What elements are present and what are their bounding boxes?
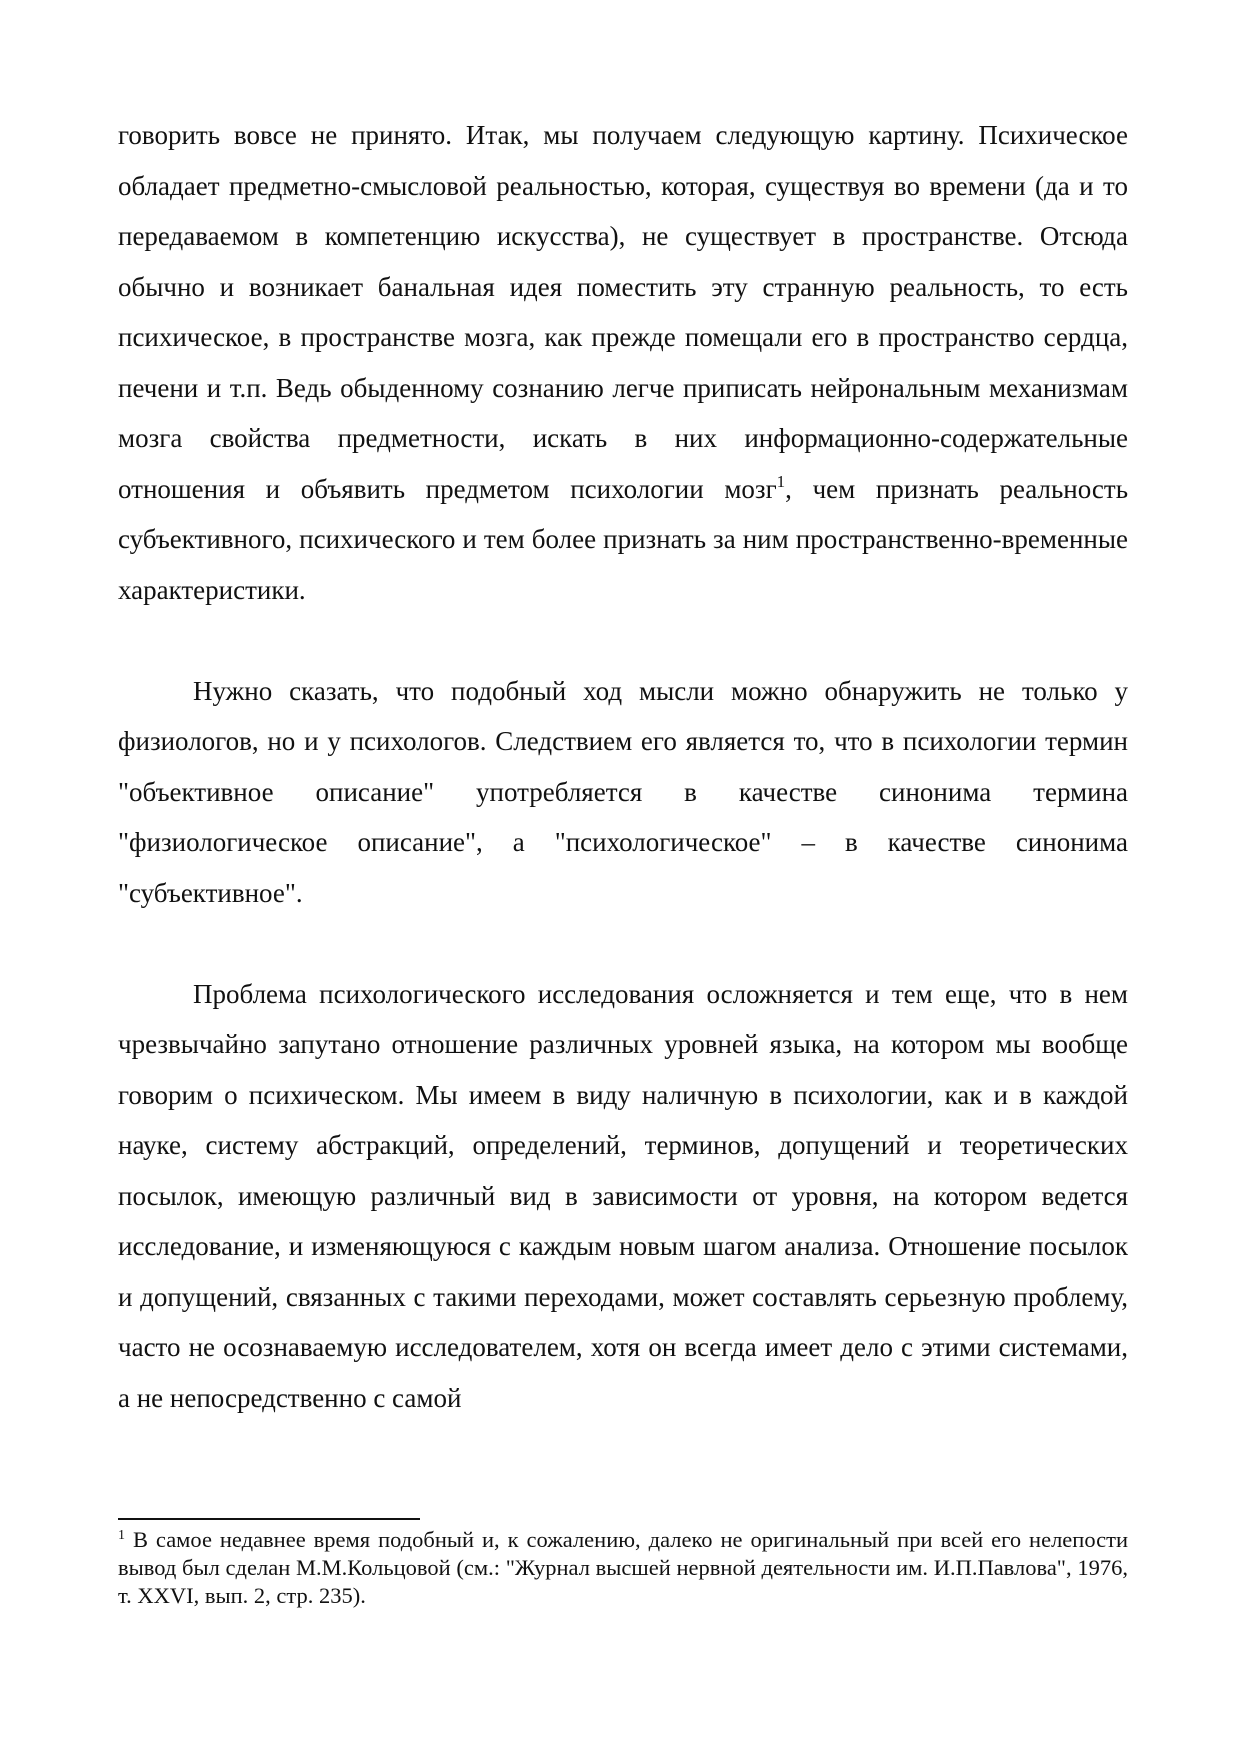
paragraph-1-text-after-ref: , чем признать реальность субъективного, психического и тем более признать за ним пространственно-временные характеристики.	[118, 473, 1129, 605]
paragraph-1-text-before-ref: говорить вовсе не принято. Итак, мы получаем следующую картину. Психическое обладает предметно-смысловой реальностью, которая, существуя во времени (да и то передаваемом в компетенцию искусства), не существует в пространстве. Отсюда обычно и возникает банальная идея поместить эту странную реальность, то есть психическое, в пространстве мозга, как прежде помещали его в пространство сердца, печени и т.п. Ведь обыденному сознанию легче приписать нейрональным механизмам мозга свойства предметности, искать в них информационно-содержательные отношения и объявить предметом психологии мозг	[118, 120, 1128, 504]
paragraph-1	[118, 110, 1128, 615]
paragraph-3: Проблема психологического исследования осложняется и тем еще, что в нем чрезвычайно запутано отношение различных уровней языка, на котором мы вообще говорим о психическом. Мы имеем в виду наличную в психологии, как и в каждой науке, систему абстракций, определений, терминов, допущений и теоретических посылок, имеющую различный вид в зависимости от уровня, на котором ведется исследование, и изменяющуюся с каждым новым шагом анализа. Отношение посылок и допущений, связанных с такими переходами, может составлять серьезную проблему, часто не осознаваемую исследователем, хотя он всегда имеет дело с этими системами, а не непосредственно с самой	[118, 978, 1128, 1413]
footnote	[118, 1526, 1128, 1610]
footnote-mark: 1	[118, 1528, 125, 1543]
footnote-separator	[118, 1518, 420, 1520]
paragraph-2: Нужно сказать, что подобный ход мысли можно обнаружить не только у физиологов, но и у психологов. Следствием его является то, что в психологии термин "объективное описание" употребляется в качестве синонима термина "физиологическое описание", а "психологическое" – в качестве синонима "субъективное".	[118, 675, 1128, 908]
footnote-reference[interactable]: 1	[776, 471, 786, 491]
main-text	[118, 110, 1128, 1423]
footnote-text: В самое недавнее время подобный и, к сожалению, далеко не оригинальный при всей его нелепости вывод был сделан М.М.Кольцовой (см.: "Журнал высшей нервной деятельности им. И.П.Павлова", 1976, т. XXVI, вып. 2, стр. 235).	[118, 1527, 1129, 1608]
